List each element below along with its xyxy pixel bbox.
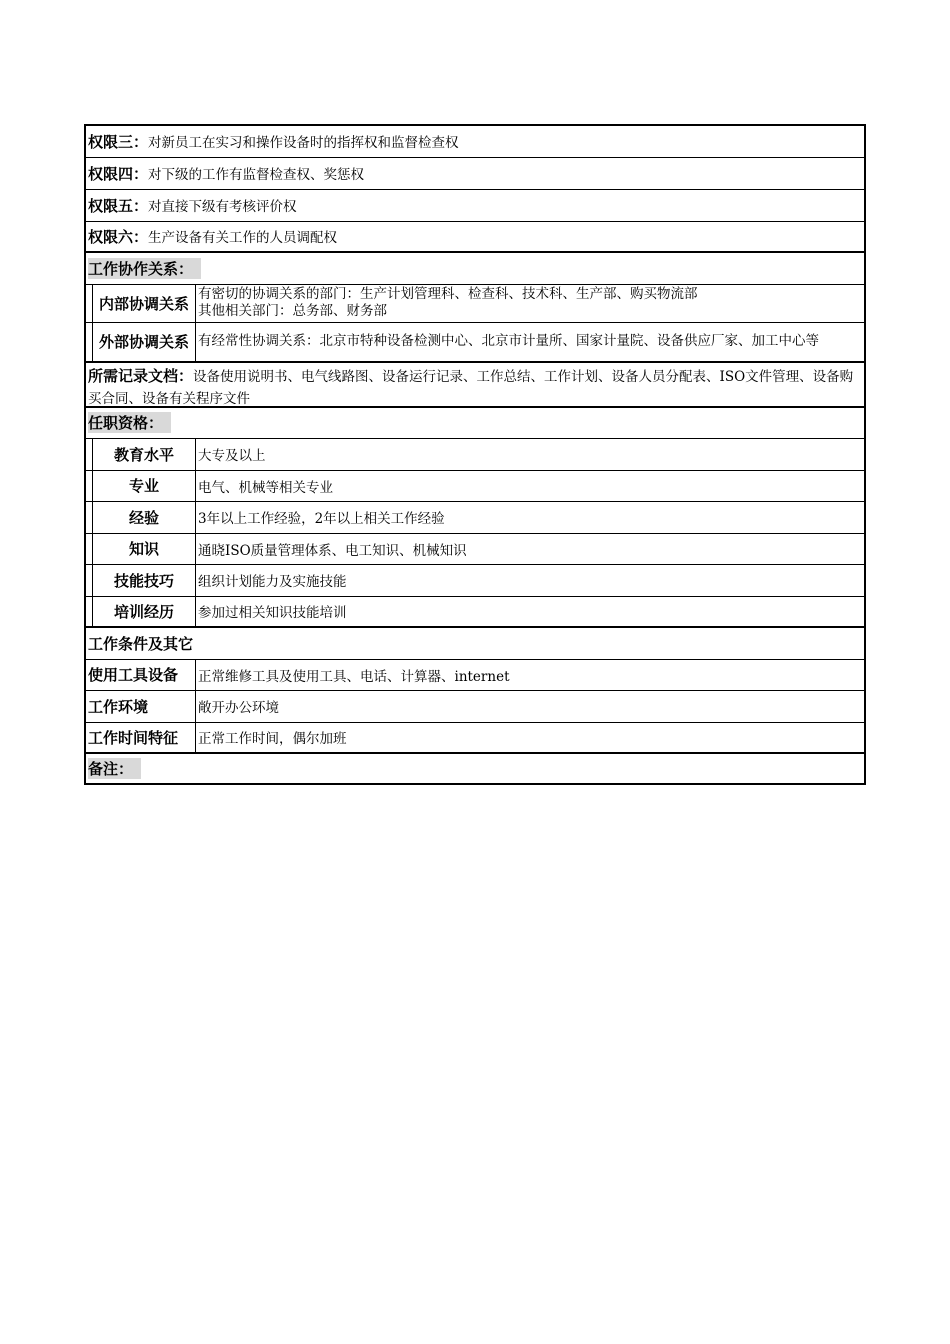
- condition-value: 正常工作时间，偶尔加班: [198, 731, 347, 748]
- internal-coordination-label: 内部协调关系: [92, 285, 196, 322]
- qualification-row-major: [86, 471, 864, 503]
- qualification-row-education: [86, 439, 864, 471]
- qualification-label: 专业: [92, 471, 196, 502]
- job-description-table: [84, 124, 866, 785]
- external-coordination-text: 有经常性协调关系：北京市特种设备检测中心、北京市计量所、国家计量院、设备供应厂家、加工中心等: [198, 333, 819, 349]
- condition-row-hours: [86, 723, 864, 755]
- qualification-value: 通晓ISO质量管理体系、电工知识、机械知识: [198, 542, 467, 559]
- qualification-row-training: [86, 597, 864, 629]
- authority-text: 对下级的工作有监督检查权、奖惩权: [148, 167, 365, 183]
- external-coordination-row: [86, 323, 864, 363]
- internal-coordination-line1: 有密切的协调关系的部门：生产计划管理科、检查科、技术科、生产部、购买物流部: [198, 286, 698, 302]
- qualification-value: 组织计划能力及实施技能: [198, 574, 347, 591]
- remarks-row: [86, 754, 864, 783]
- condition-row-environment: [86, 691, 864, 723]
- authority-text: 对新员工在实习和操作设备时的指挥权和监督检查权: [148, 135, 459, 152]
- condition-label: 工作时间特征: [86, 723, 196, 753]
- qualification-label: 经验: [92, 502, 196, 533]
- qualification-value: 大专及以上: [198, 448, 266, 465]
- remarks-label: 备注：: [88, 758, 141, 779]
- qualifications-heading: 任职资格：: [88, 412, 171, 433]
- authority-label: 权限六：: [88, 227, 149, 246]
- qualification-row-experience: [86, 502, 864, 534]
- qualification-row-skills: [86, 565, 864, 597]
- authority-text: 对直接下级有考核评价权: [148, 199, 297, 215]
- condition-value: 敞开办公环境: [198, 700, 279, 717]
- condition-label: 使用工具设备: [86, 660, 196, 691]
- documents-row: [86, 363, 864, 408]
- qualification-label: 知识: [92, 534, 196, 565]
- qualification-value: 参加过相关知识技能培训: [198, 605, 347, 622]
- authority-text: 生产设备有关工作的人员调配权: [148, 230, 338, 247]
- qualification-row-knowledge: [86, 534, 864, 566]
- qualification-label: 培训经历: [92, 597, 196, 627]
- conditions-heading: 工作条件及其它: [88, 634, 194, 653]
- qualification-value: 3年以上工作经验，2年以上相关工作经验: [198, 511, 445, 528]
- condition-label: 工作环境: [86, 691, 196, 722]
- external-coordination-label: 外部协调关系: [92, 323, 196, 361]
- authority-row-6: [86, 222, 864, 254]
- conditions-heading-row: [86, 628, 864, 660]
- cooperation-heading: 工作协作关系：: [88, 258, 201, 279]
- internal-coordination-line2: 其他相关部门：总务部、财务部: [198, 303, 387, 319]
- qualification-label: 技能技巧: [92, 565, 196, 596]
- condition-row-tools: [86, 660, 864, 692]
- documents-text: 设备使用说明书、电气线路图、设备运行记录、工作总结、工作计划、设备人员分配表、ISO文件管理、设备购买合同、设备有关程序文件: [88, 368, 854, 407]
- qualification-label: 教育水平: [92, 439, 196, 470]
- documents-label: 所需记录文档：: [88, 366, 194, 385]
- authority-row-5: [86, 190, 864, 222]
- internal-coordination-row: [86, 285, 864, 323]
- condition-value: 正常维修工具及使用工具、电话、计算器、internet: [198, 668, 510, 685]
- authority-label: 权限五：: [88, 196, 149, 215]
- authority-row-3: [86, 126, 864, 158]
- qualifications-heading-row: [86, 408, 864, 440]
- cooperation-heading-row: [86, 253, 864, 285]
- authority-row-4: [86, 158, 864, 190]
- authority-label: 权限四：: [88, 164, 149, 183]
- qualification-value: 电气、机械等相关专业: [198, 479, 333, 496]
- authority-label: 权限三：: [88, 132, 149, 151]
